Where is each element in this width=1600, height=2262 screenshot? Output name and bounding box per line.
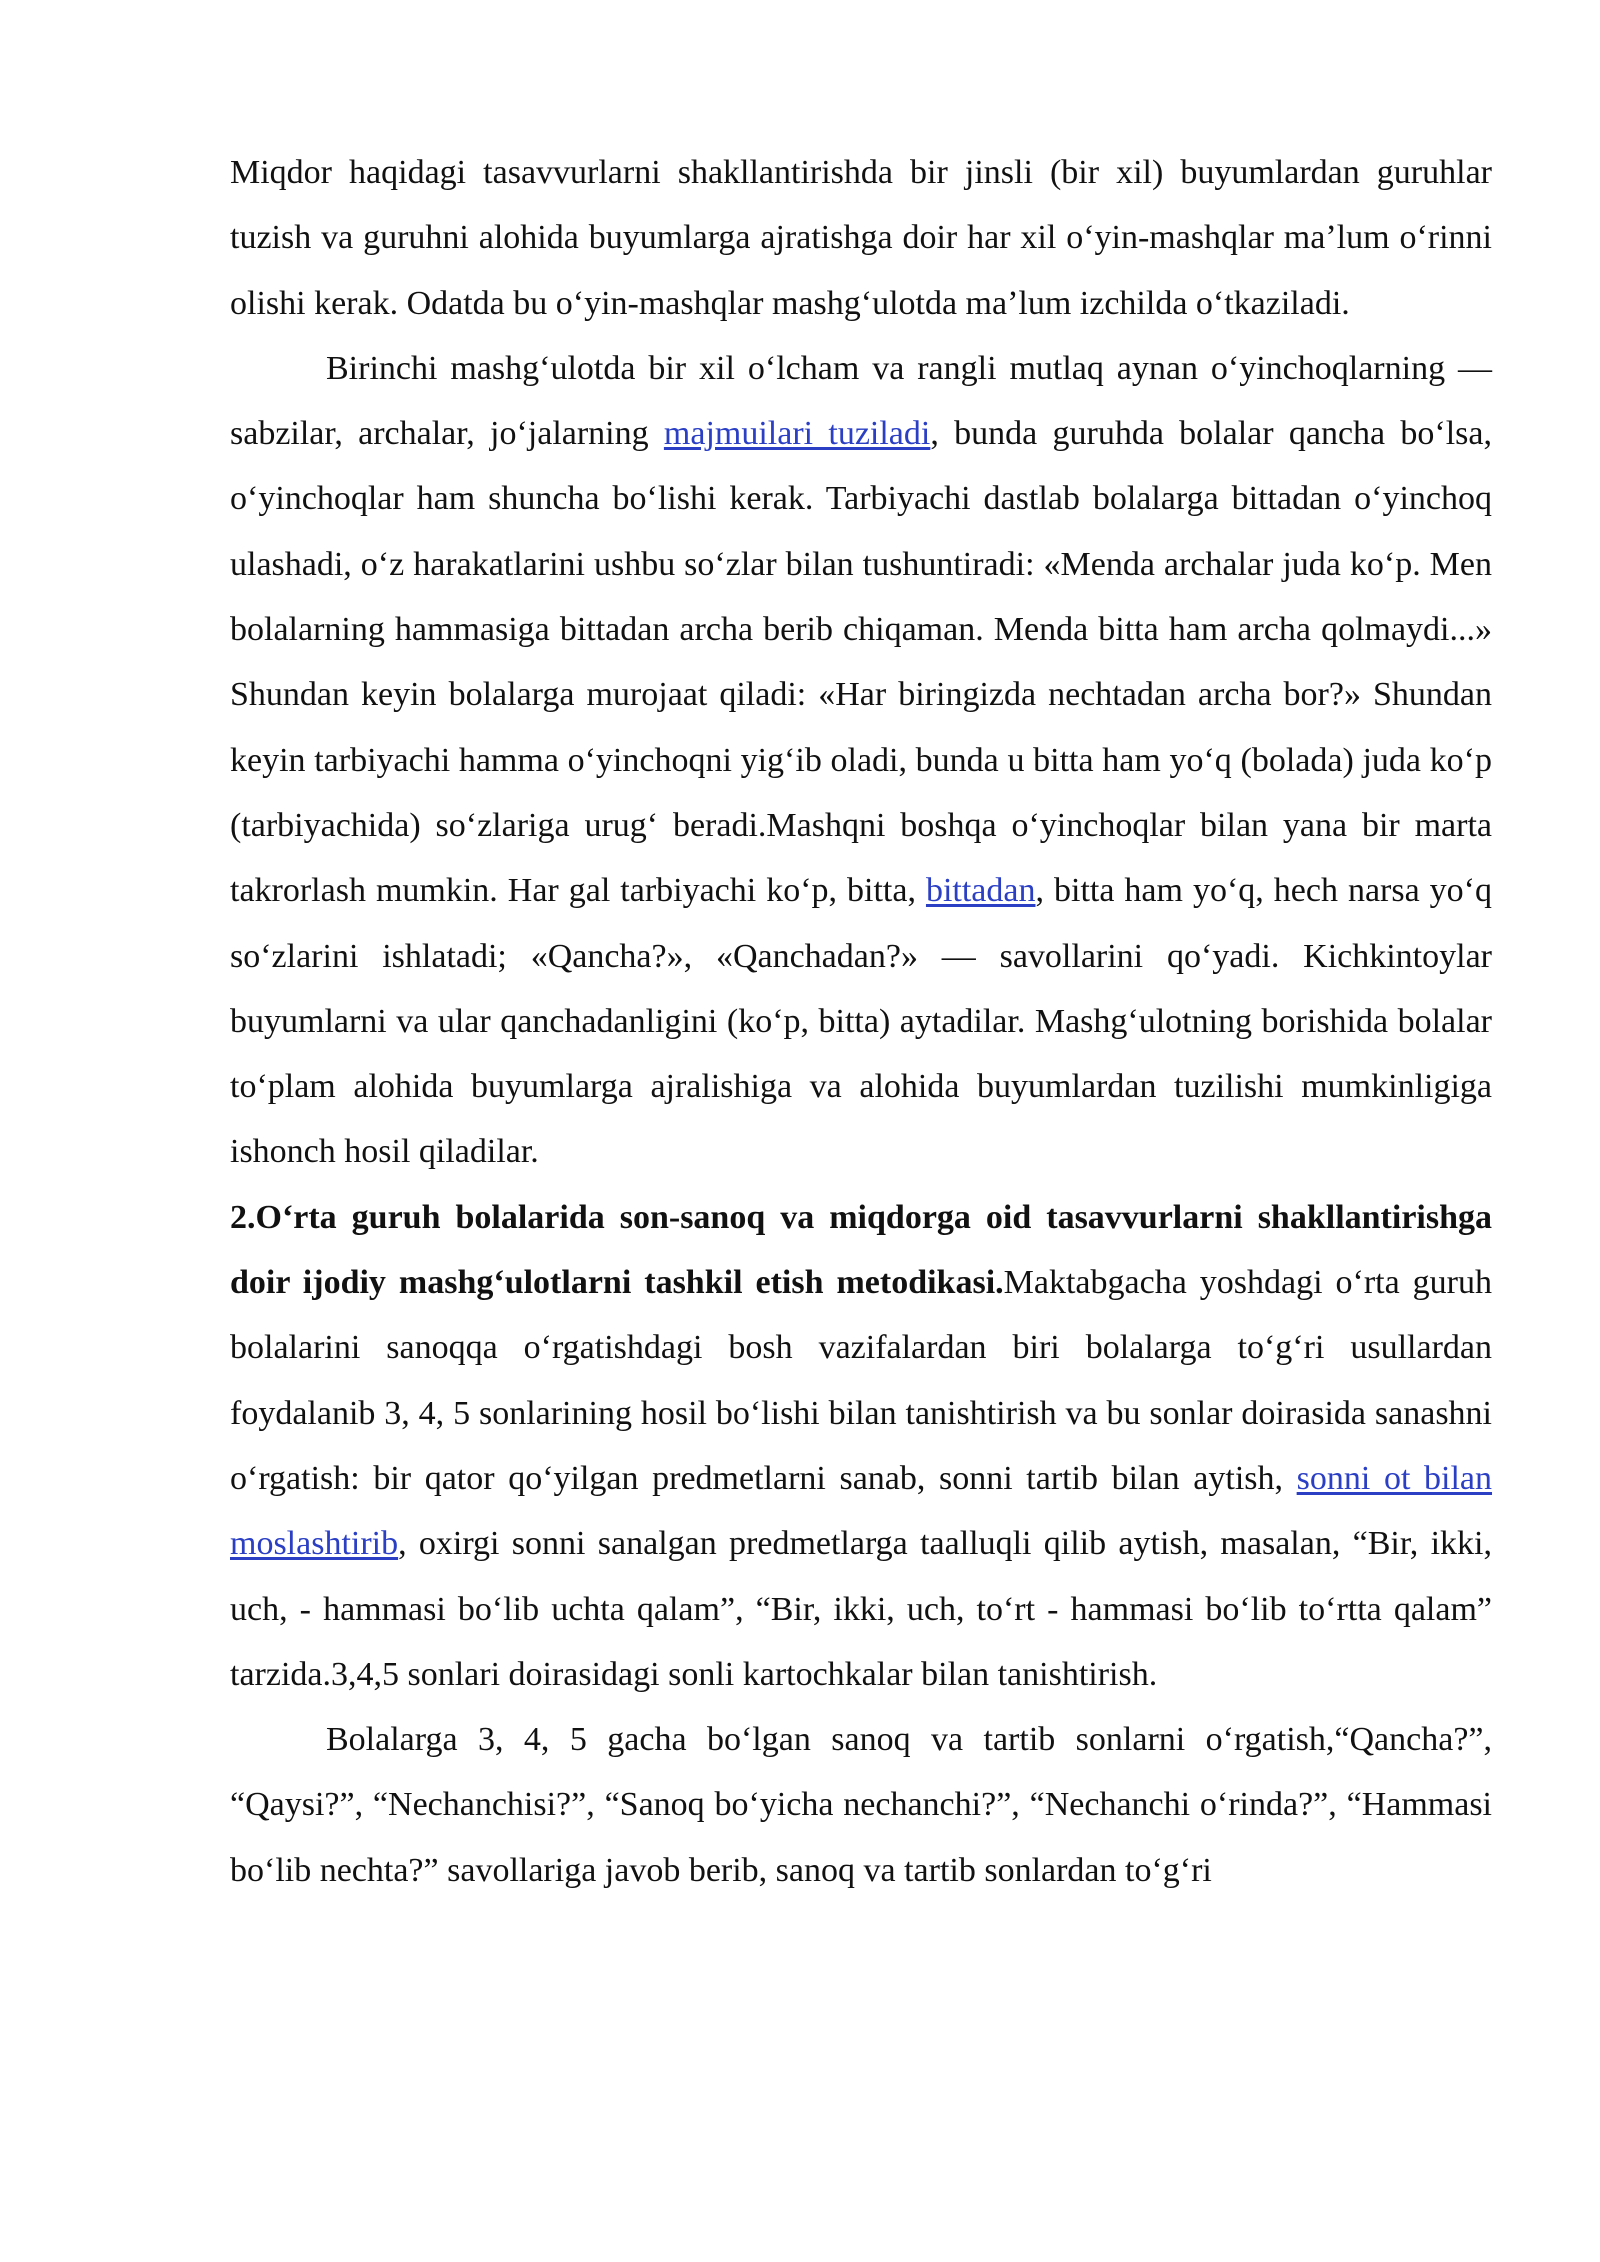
section-heading: 2.Oʻrta guruh bolalarida son-sanoq va miqdorga oid tasavvurlarni shakllantirishga doir ijodiy mashgʻulotlarni tashkil etish metodikasi.: [230, 1198, 1492, 1302]
paragraph-2-text-3: , bitta ham yoʻq, hech narsa yoʻq soʻzlarini ishlatadi; «Qancha?», «Qanchadan?» — savollarini qoʻyadi. Kichkintoylar buyumlarni va ular qanchadanligini (koʻp, bitta) aytadilar. Mashgʻulotning borishida bolalar toʻplam alohida buyumlarga ajralishiga va alohida buyumlardan tuzilishi mumkinligiga ishonch hosil qiladilar.: [230, 872, 1493, 1171]
paragraph-2-text-1: Birinchi mashgʻulotda bir xil oʻlcham va rangli mutlaq aynan oʻyinchoqlarning — sabzilar, archalar, joʻjalarning: [230, 349, 1492, 453]
paragraph-3: [230, 1185, 1492, 1707]
link-bittadan[interactable]: bittadan: [925, 872, 1036, 910]
paragraph-2-text-2: , bunda guruhda bolalar qancha boʻlsa, oʻyinchoqlar ham shuncha boʻlishi kerak. Tarbiyachi dastlab bolalarga bittadan oʻyinchoq ulashadi, oʻz harakatlarini ushbu soʻzlar bilan tushuntiradi: «Menda archalar juda koʻp. Men bolalarning hammasiga bittadan archa berib chiqaman. Menda bitta ham archa qolmaydi...» Shundan keyin bolalarga murojaat qiladi: «Har biringizda nechtadan archa bor?» Shundan keyin tarbiyachi hamma oʻyinchoqni yigʻib oladi, bunda u bitta ham yoʻq (bolada) juda koʻp (tarbiyachida) soʻzlariga urugʻ beradi.Mashqni boshqa oʻyinchoqlar bilan yana bir marta takrorlash mumkin. Har gal tarbiyachi koʻp, bitta,: [230, 415, 1493, 910]
paragraph-3-text-1: Maktabgacha yoshdagi oʻrta guruh bolalarini sanoqqa oʻrgatishdagi bosh vazifalardan biri bolalarga toʻgʻri usullardan foydalanib 3, 4, 5 sonlarining hosil boʻlishi bilan tanishtirish va bu sonlar doirasida sanashni oʻrgatish: bir qator qoʻyilgan predmetlarni sanab, sonni tartib bilan aytish,: [230, 1264, 1492, 1497]
link-sonni-ot-bilan-moslashtirib[interactable]: sonni ot bilan moslashtirib: [230, 1459, 1493, 1563]
paragraph-1: Miqdor haqidagi tasavvurlarni shakllantirishda bir jinsli (bir xil) buyumlardan guruhlar tuzish va guruhni alohida buyumlarga ajratishga doir har xil oʻyin-mashqlar maʼlum oʻrinni olishi kerak. Odatda bu oʻyin-mashqlar mashgʻulotda maʼlum izchilda oʻtkaziladi.: [230, 154, 1492, 322]
paragraph-2: [230, 336, 1492, 1185]
link-majmuilari-tuziladi[interactable]: majmuilari tuziladi: [663, 415, 931, 453]
paragraph-3-text-2: , oxirgi sonni sanalgan predmetlarga taalluqli qilib aytish, masalan, “Bir, ikki, uch, - hammasi boʻlib uchta qalam”, “Bir, ikki, uch, toʻrt - hammasi boʻlib toʻrtta qalam” tarzida.3,4,5 sonlari doirasidagi sonli kartochkalar bilan tanishtirish.: [230, 1525, 1492, 1693]
paragraph-4: Bolalarga 3, 4, 5 gacha boʻlgan sanoq va tartib sonlarni oʻrgatish,“Qancha?”, “Qaysi?”, “Nechanchisi?”, “Sanoq boʻyicha nechanchi?”, “Nechanchi oʻrinda?”, “Hammasi boʻlib nechta?” savollariga javob berib, sanoq va tartib sonlardan toʻgʻri: [230, 1721, 1492, 1889]
document-page: [230, 140, 1492, 1903]
